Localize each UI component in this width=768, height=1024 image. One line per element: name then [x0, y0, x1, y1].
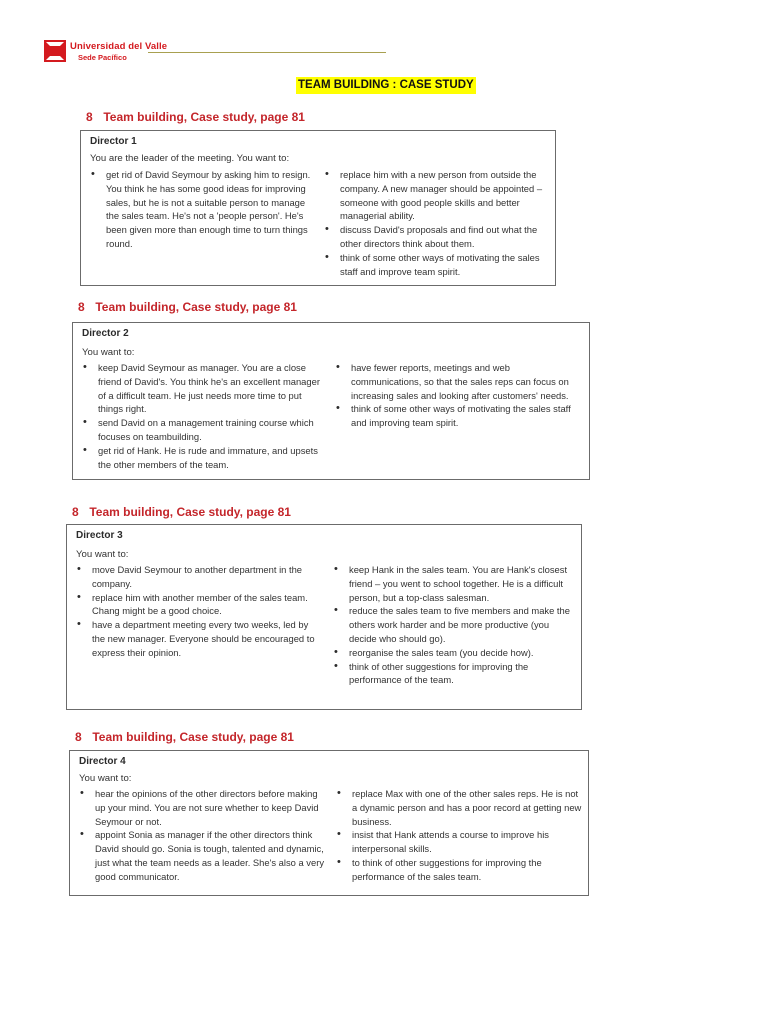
- list-item: • think of other suggestions for improving the performance of the team.: [333, 660, 573, 688]
- list-item: • insist that Hank attends a course to improve his interpersonal skills.: [336, 828, 582, 856]
- case-study-heading: [75, 730, 294, 744]
- university-name: Universidad del Valle: [70, 41, 168, 52]
- list-item: • think of some other ways of motivating the sales staff and improving team spirit.: [335, 402, 577, 430]
- case-study-heading: [86, 110, 305, 124]
- left-column: [76, 563, 322, 660]
- director-title: Director 4: [79, 756, 126, 767]
- heading-number: 8: [78, 300, 85, 314]
- left-column: [82, 361, 320, 471]
- right-column: [324, 168, 550, 278]
- heading-text: Team building, Case study, page 81: [103, 110, 305, 124]
- right-column: [335, 361, 577, 430]
- director-intro: You are the leader of the meeting. You want to:: [90, 153, 290, 164]
- list-item: • hear the opinions of the other directors before making up your mind. You are not sure whether to keep David Seymour or not.: [79, 787, 329, 828]
- heading-number: 8: [86, 110, 93, 124]
- director-intro: You want to:: [82, 347, 135, 358]
- list-item: • reorganise the sales team (you decide how).: [333, 646, 573, 660]
- case-study-heading: [78, 300, 297, 314]
- university-logo: [44, 40, 344, 66]
- director-intro: You want to:: [79, 773, 132, 784]
- heading-number: 8: [75, 730, 82, 744]
- list-item: • replace Max with one of the other sales reps. He is not a dynamic person and has a poor record at getting new business.: [336, 787, 582, 828]
- heading-text: Team building, Case study, page 81: [95, 300, 297, 314]
- univalle-logo-icon: [44, 40, 66, 62]
- right-column: [336, 787, 582, 884]
- list-item: • discuss David's proposals and find out what the other directors think about them.: [324, 223, 550, 251]
- list-item: • keep Hank in the sales team. You are Hank's closest friend – you went to school together. He is a difficult person, but a top-class salesman.: [333, 563, 573, 604]
- page-title: TEAM BUILDING : CASE STUDY: [296, 77, 476, 94]
- list-item: • move David Seymour to another department in the company.: [76, 563, 322, 591]
- list-item: • replace him with a new person from outside the company. A new manager should be appointed – someone with good people skills and better managerial ability.: [324, 168, 550, 223]
- list-item: • reduce the sales team to five members and make the others work harder and be more productive (you decide who should go).: [333, 604, 573, 645]
- left-column: [79, 787, 329, 884]
- director-title: Director 2: [82, 328, 129, 339]
- heading-number: 8: [72, 505, 79, 519]
- director-card: [72, 322, 590, 480]
- case-study-heading: [72, 505, 291, 519]
- director-intro: You want to:: [76, 549, 129, 560]
- list-item: • get rid of Hank. He is rude and immature, and upsets the other members of the team.: [82, 444, 320, 472]
- director-title: Director 3: [76, 530, 123, 541]
- list-item: • appoint Sonia as manager if the other directors think David should go. Sonia is tough, talented and dynamic, just what the team needs as a leader. She's also a very good communicator.: [79, 828, 329, 883]
- list-item: • have fewer reports, meetings and web communications, so that the sales reps can focus on increasing sales and looking after customers' needs.: [335, 361, 577, 402]
- list-item: • think of some other ways of motivating the sales staff and improve team spirit.: [324, 251, 550, 279]
- list-item: • send David on a management training course which focuses on teambuilding.: [82, 416, 320, 444]
- list-item: • to think of other suggestions for improving the performance of the sales team.: [336, 856, 582, 884]
- list-item: • replace him with another member of the sales team. Chang might be a good choice.: [76, 591, 322, 619]
- director-card: [69, 750, 589, 896]
- list-item: • have a department meeting every two weeks, led by the new manager. Everyone should be encouraged to express their opinion.: [76, 618, 322, 659]
- director-card: [80, 130, 556, 286]
- heading-text: Team building, Case study, page 81: [92, 730, 294, 744]
- director-title: Director 1: [90, 136, 137, 147]
- heading-text: Team building, Case study, page 81: [89, 505, 291, 519]
- header-rule: [148, 52, 386, 53]
- list-item: • keep David Seymour as manager. You are a close friend of David's. You think he's an excellent manager of a difficult team. He just needs more time to put things right.: [82, 361, 320, 416]
- right-column: [333, 563, 573, 687]
- left-column: [90, 168, 316, 251]
- director-card: [66, 524, 582, 710]
- list-item: • get rid of David Seymour by asking him to resign. You think he has some good ideas for improving sales, but he is not a suitable person to manage the sales team. He's not a 'people person'. He's been given more than enough time to turn things round.: [90, 168, 316, 251]
- campus-name: Sede Pacífico: [78, 53, 127, 62]
